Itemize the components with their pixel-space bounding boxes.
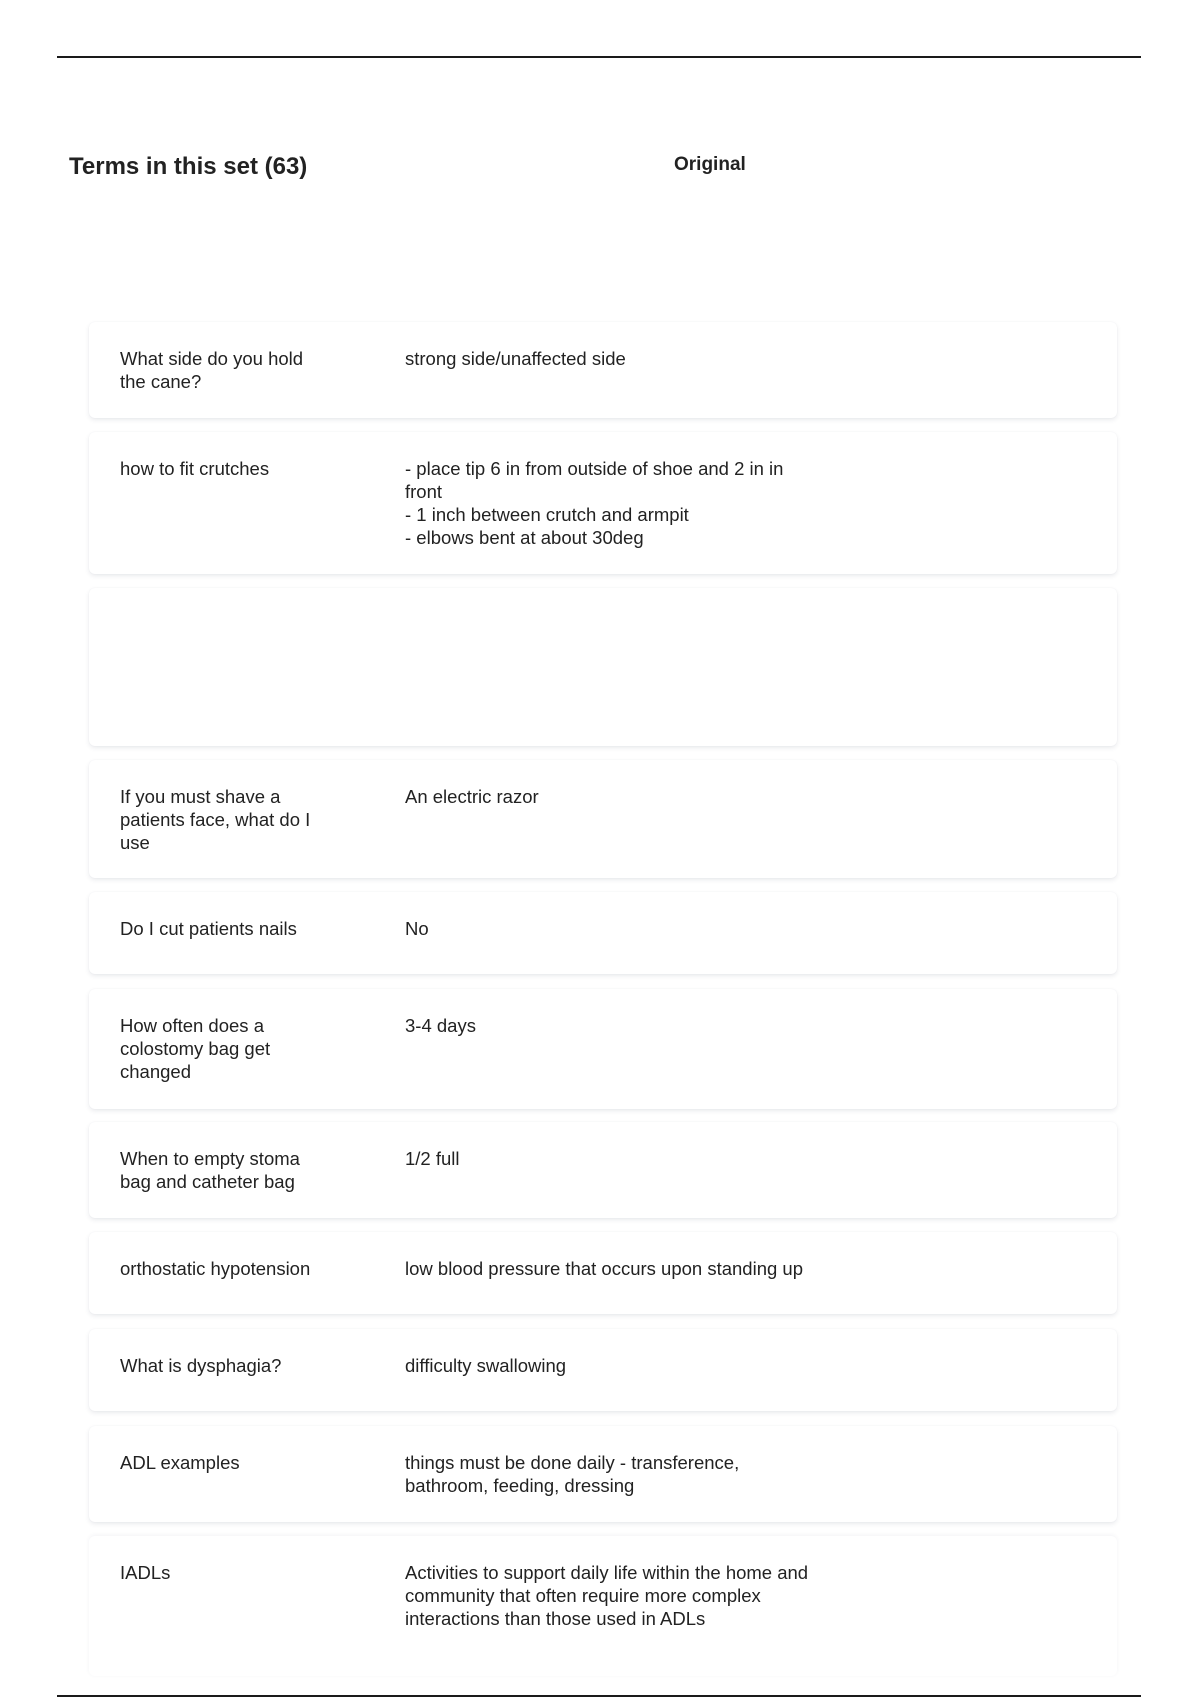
flashcard-row[interactable] xyxy=(89,989,1117,1109)
card-definition: low blood pressure that occurs upon standing up xyxy=(405,1258,804,1279)
card-term: When to empty stoma bag and catheter bag xyxy=(120,1148,300,1192)
card-term: What side do you hold the cane? xyxy=(120,348,304,392)
bottom-divider xyxy=(57,1695,1141,1697)
flashcard-row[interactable] xyxy=(89,760,1117,878)
top-divider xyxy=(57,56,1141,58)
card-definition: strong side/unaffected side xyxy=(405,348,626,369)
flashcard-row[interactable] xyxy=(89,322,1117,418)
set-title: Terms in this set (63) xyxy=(69,153,308,180)
column-heading-original: Original xyxy=(674,154,746,175)
card-definition: An electric razor xyxy=(405,786,539,807)
flashcard-row-empty[interactable] xyxy=(89,588,1117,746)
card-definition: - place tip 6 in from outside of shoe and 2 in in front - 1 inch between crutch and armpit - elbows bent at about 30deg xyxy=(405,458,784,548)
card-definition: Activities to support daily life within the home and community that often require more complex interactions than those used in ADLs xyxy=(405,1562,809,1629)
flashcard-row[interactable] xyxy=(89,1122,1117,1218)
card-term: orthostatic hypotension xyxy=(120,1258,311,1279)
card-term: ADL examples xyxy=(120,1452,240,1473)
flashcard-row[interactable] xyxy=(89,1329,1117,1411)
flashcard-row[interactable] xyxy=(89,1536,1117,1676)
card-definition: things must be done daily - transference, bathroom, feeding, dressing xyxy=(405,1452,740,1496)
card-definition: difficulty swallowing xyxy=(405,1355,567,1376)
card-definition: 3-4 days xyxy=(405,1015,476,1036)
flashcard-row[interactable] xyxy=(89,1232,1117,1314)
card-term: IADLs xyxy=(120,1562,171,1583)
flashcard-row[interactable] xyxy=(89,432,1117,574)
card-term: How often does a colostomy bag get changed xyxy=(120,1015,271,1082)
flashcard-row[interactable] xyxy=(89,892,1117,974)
card-definition: 1/2 full xyxy=(405,1148,460,1169)
card-term: What is dysphagia? xyxy=(120,1355,282,1376)
card-term: Do I cut patients nails xyxy=(120,918,297,939)
flashcard-row[interactable] xyxy=(89,1426,1117,1522)
card-term: If you must shave a patients face, what do I use xyxy=(120,786,311,853)
card-term: how to fit crutches xyxy=(120,458,270,479)
card-definition: No xyxy=(405,918,429,939)
